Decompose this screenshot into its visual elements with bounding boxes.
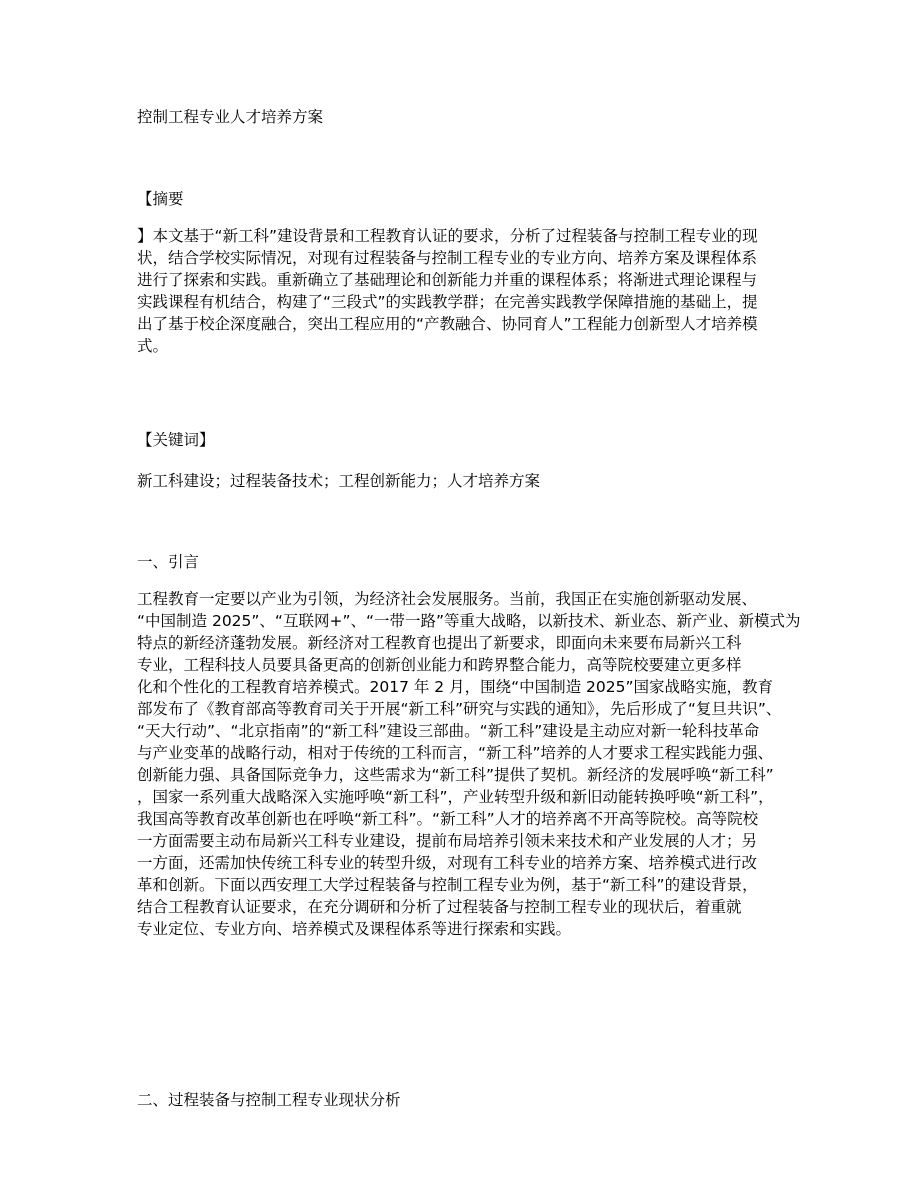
intro-body [137, 588, 801, 940]
intro-line: “天大行动”、“北京指南”的“新工科”建设三部曲。“新工科”建设是主动应对新一轮科技革命 [137, 722, 760, 740]
intro-line: 工程教育一定要以产业为引领，为经济社会发展服务。当前，我国正在实施创新驱动发展、 [137, 590, 758, 608]
intro-line: 一方面需要主动布局新兴工科专业建设，提前布局培养引领未来技术和产业发展的人才；另 [137, 832, 758, 850]
abstract-line: 进行了探索和实践。重新确立了基础理论和创新能力并重的课程体系；将渐进式理论课程与 [137, 271, 758, 289]
document-title: 控制工程专业人才培养方案 [137, 108, 324, 126]
intro-heading: 一、引言 [137, 553, 200, 571]
intro-line: 结合工程教育认证要求，在充分调研和分析了过程装备与控制工程专业的现状后，着重就 [137, 898, 742, 916]
abstract-heading: 【摘要 [137, 190, 184, 208]
intro-line: 我国高等教育改革创新也在呼唤“新工科”。“新工科”人才的培养离不开高等院校。高等院校 [137, 810, 759, 828]
keywords-heading: 【关键词】 [137, 431, 215, 449]
intro-line: 与产业变革的战略行动，相对于传统的工科而言，“新工科”培养的人才要求工程实践能力强、 [137, 744, 774, 762]
abstract-line: 状，结合学校实际情况，对现有过程装备与控制工程专业的专业方向、培养方案及课程体系 [137, 249, 758, 267]
abstract-body [137, 225, 758, 357]
abstract-line: 】本文基于“新工科”建设背景和工程教育认证的要求，分析了过程装备与控制工程专业的现 [137, 227, 758, 245]
abstract-line: 实践课程有机结合，构建了“三段式”的实践教学群；在完善实践教学保障措施的基础上，提 [137, 293, 758, 311]
intro-line: 部发布了《教育部高等教育司关于开展“新工科”研究与实践的通知》，先后形成了“复旦共识”、 [137, 700, 782, 718]
intro-line: 专业，工程科技人员要具备更高的创新创业能力和跨界整合能力，高等院校要建立更多样 [137, 656, 742, 674]
intro-line: 专业定位、专业方向、培养模式及课程体系等进行探索和实践。 [137, 920, 572, 938]
intro-line: “中国制造 2025”、“互联网+”、“一带一路”等重大战略，以新技术、新业态、新产业、新模式为 [137, 612, 801, 630]
section2-heading: 二、过程装备与控制工程专业现状分析 [137, 1091, 401, 1109]
intro-line: 化和个性化的工程教育培养模式。2017 年 2 月，围绕“中国制造 2025”国家战略实施，教育 [137, 678, 774, 696]
intro-line: 革和创新。下面以西安理工大学过程装备与控制工程专业为例，基于“新工科”的建设背景， [137, 876, 758, 894]
intro-line: 一方面，还需加快传统工科专业的转型升级，对现有工科专业的培养方案、培养模式进行改 [137, 854, 758, 872]
intro-line: ，国家一系列重大战略深入实施呼唤“新工科”，产业转型升级和新旧动能转换呼唤“新工科”， [137, 788, 774, 806]
intro-line: 特点的新经济蓬勃发展。新经济对工程教育也提出了新要求，即面向未来要布局新兴工科 [137, 634, 742, 652]
abstract-line: 式。 [137, 337, 169, 355]
keywords-text: 新工科建设；过程装备技术；工程创新能力；人才培养方案 [137, 472, 541, 490]
abstract-line: 出了基于校企深度融合，突出工程应用的“产教融合、协同育人”工程能力创新型人才培养模 [137, 315, 758, 333]
intro-line: 创新能力强、具备国际竞争力，这些需求为“新工科”提供了契机。新经济的发展呼唤“新工科” [137, 766, 774, 784]
